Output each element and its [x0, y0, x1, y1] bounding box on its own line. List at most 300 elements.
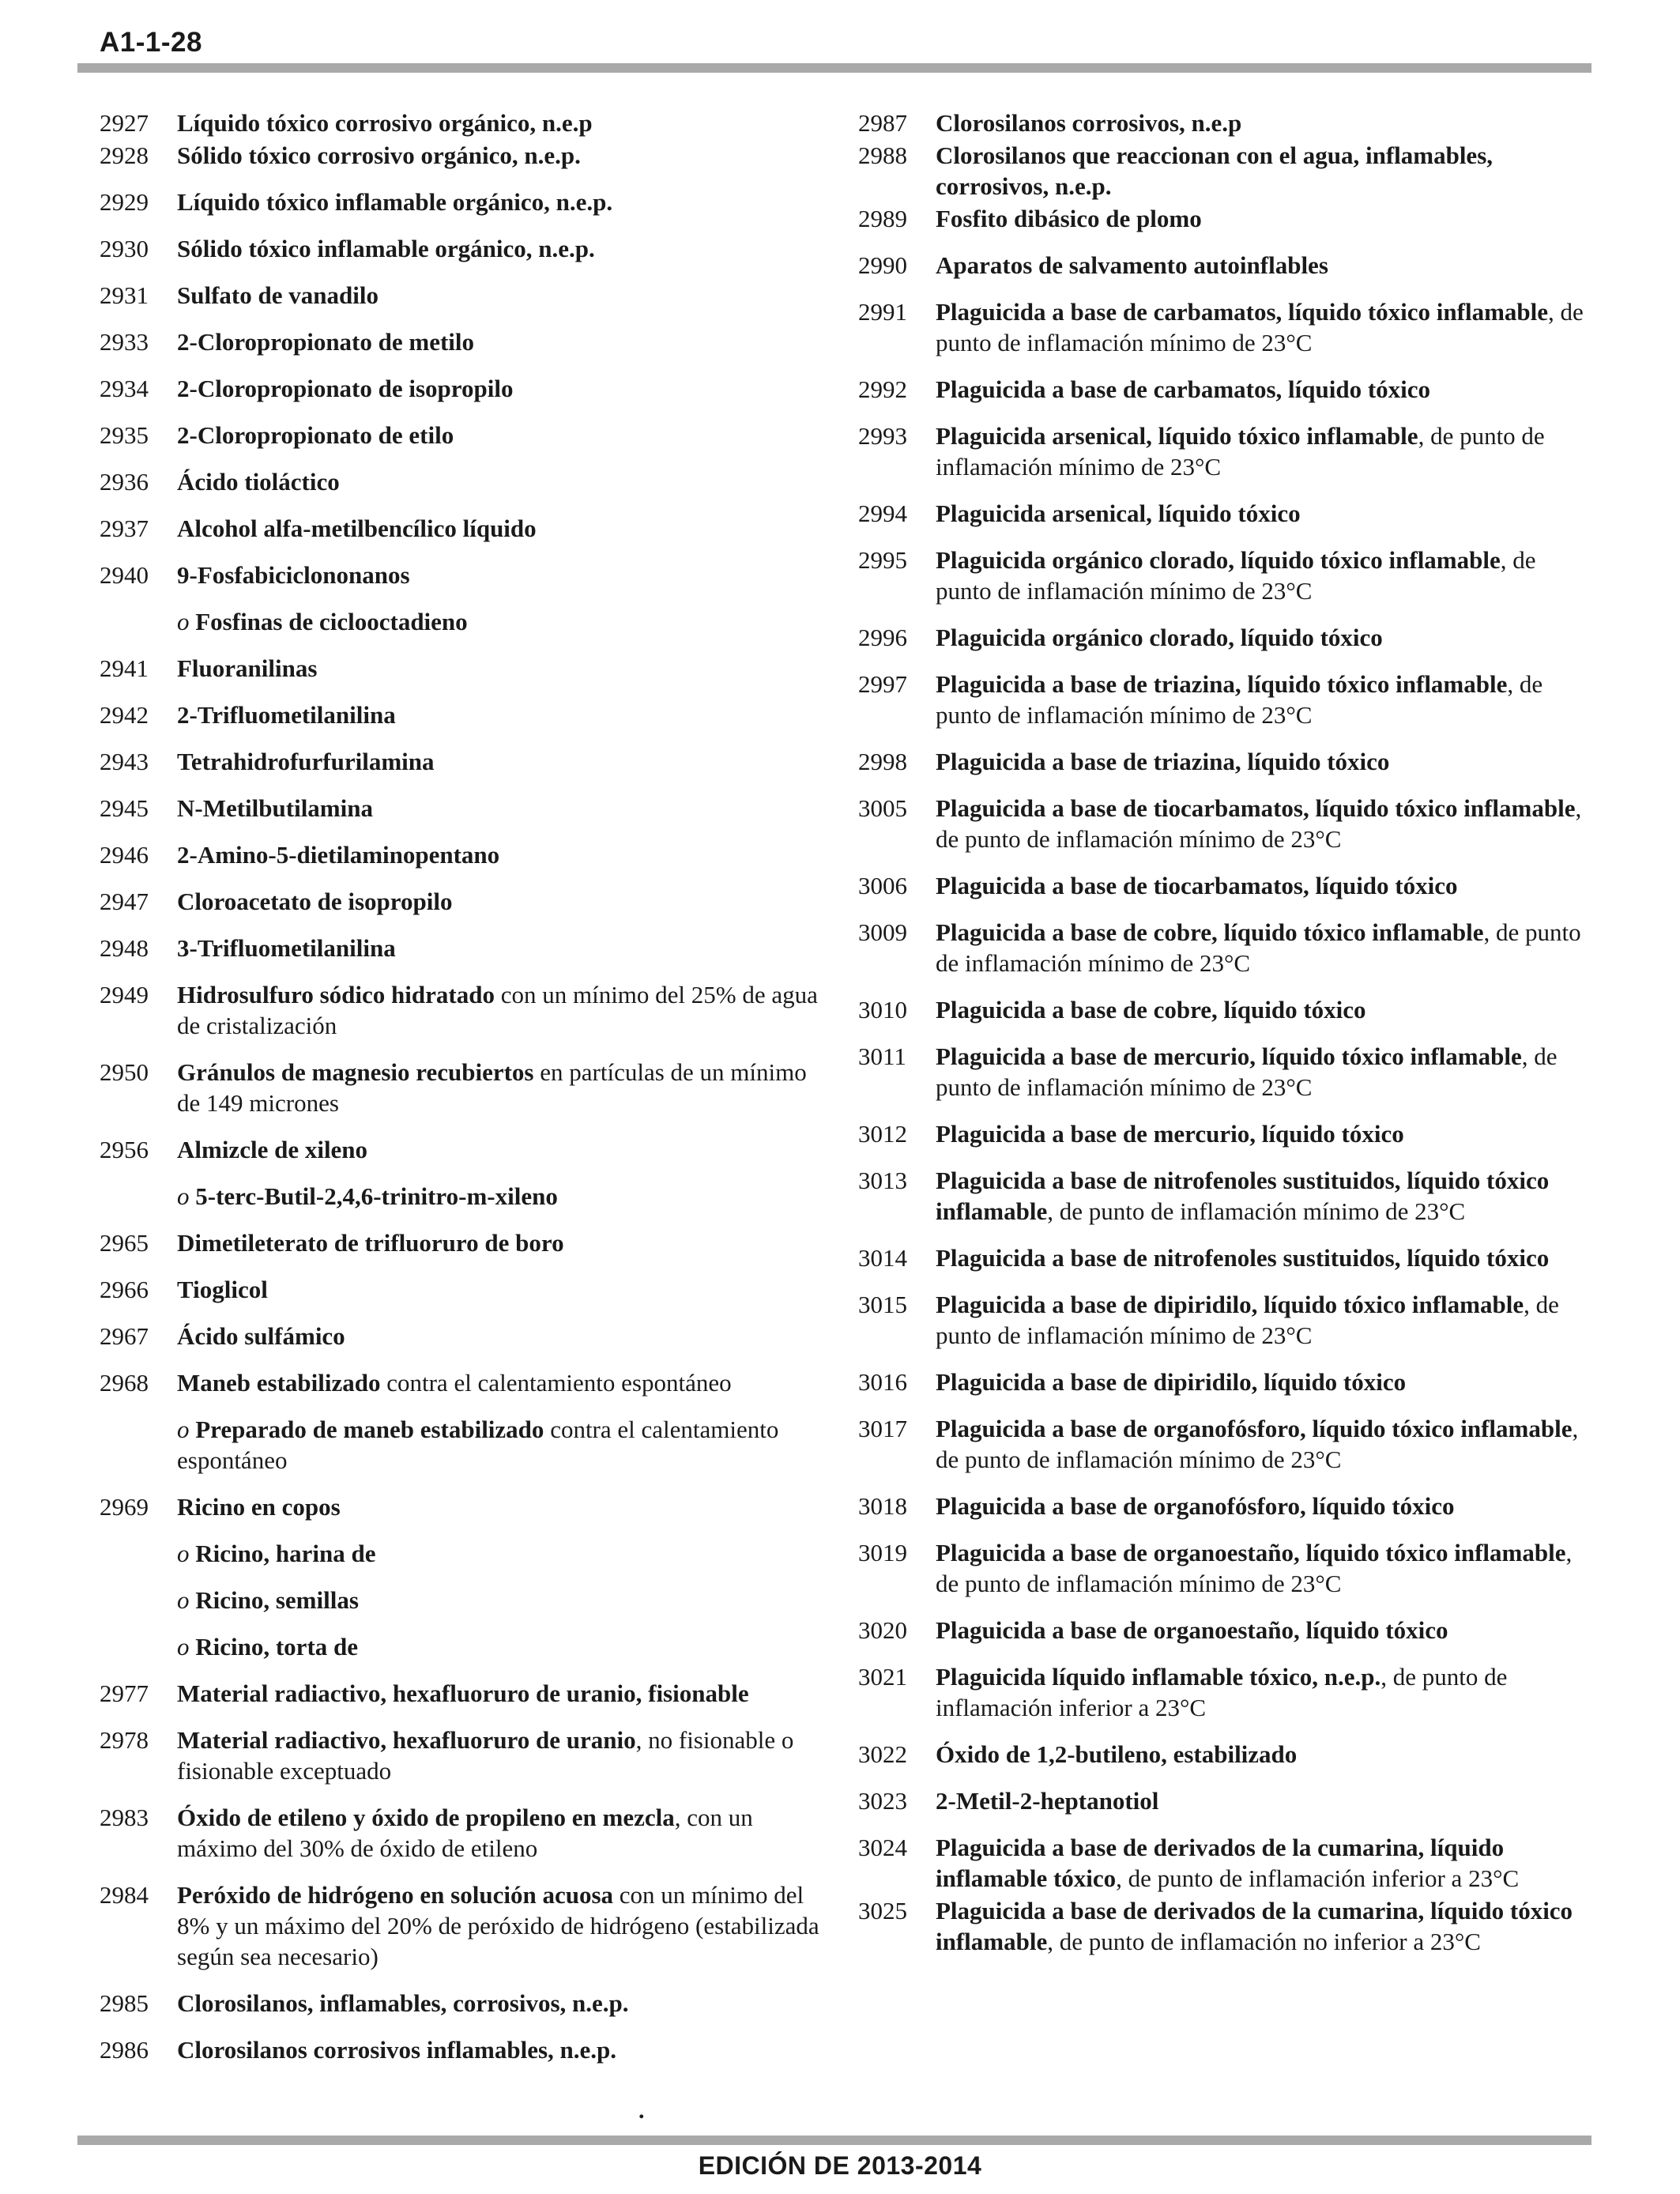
substance-name — [177, 1678, 827, 1709]
substance-name-bold: Sulfato de vanadilo — [177, 281, 379, 309]
substance-name-bold: Plaguicida a base de organofósforo, líquido tóxico inflamable — [936, 1415, 1573, 1442]
substance-name — [177, 1227, 827, 1258]
substance-name-bold: Clorosilanos, inflamables, corrosivos, n.e.p. — [177, 1989, 629, 2017]
un-entry — [858, 746, 1593, 777]
substance-name-bold: Tetrahidrofurfurilamina — [177, 748, 435, 775]
substance-name-bold: Peróxido de hidrógeno en solución acuosa — [177, 1881, 614, 1909]
substance-name-bold: Plaguicida a base de derivados de la cumarina, líquido tóxico inflamable — [936, 1897, 1573, 1955]
substance-name-bold: Fluoranilinas — [177, 654, 318, 682]
substance-qualifier: , de punto de inflamación mínimo de 23°C — [936, 422, 1545, 481]
un-number: 2966 — [100, 1276, 149, 1303]
substance-name — [936, 1413, 1593, 1475]
un-number: 3020 — [858, 1616, 907, 1644]
substance-name — [177, 280, 827, 311]
substance-name — [936, 793, 1593, 854]
un-entry — [100, 606, 827, 637]
un-number: 2998 — [858, 748, 907, 775]
substance-qualifier: , de punto de inflamación inferior a 23°C — [1116, 1864, 1520, 1892]
substance-name-bold: Clorosilanos corrosivos inflamables, n.e.p. — [177, 2036, 617, 2064]
substance-name-bold: Plaguicida líquido inflamable tóxico, n.e.p. — [936, 1663, 1381, 1691]
un-entry — [858, 107, 1593, 138]
un-entry — [100, 979, 827, 1041]
un-entry — [100, 420, 827, 450]
substance-name — [177, 933, 827, 963]
un-number: 2967 — [100, 1322, 149, 1350]
alternative-marker: o — [177, 608, 190, 635]
alternative-marker: o — [177, 1182, 190, 1210]
un-entry — [100, 1414, 827, 1476]
un-entry — [858, 1615, 1593, 1646]
substance-name — [936, 1661, 1593, 1723]
un-entry — [100, 187, 827, 217]
un-entry — [858, 1413, 1593, 1475]
un-number: 2930 — [100, 235, 149, 262]
un-entry — [100, 466, 827, 497]
substance-name-bold: Plaguicida a base de tiocarbamatos, líquido tóxico — [936, 872, 1458, 899]
substance-name — [936, 1165, 1593, 1227]
substance-name — [177, 326, 827, 357]
substance-name-bold: Plaguicida a base de carbamatos, líquido tóxico — [936, 375, 1431, 403]
substance-name — [177, 233, 827, 264]
substance-name — [177, 653, 827, 684]
un-entry — [100, 1725, 827, 1786]
substance-name — [936, 1739, 1593, 1770]
substance-name — [177, 1321, 827, 1351]
un-entry — [100, 140, 827, 171]
un-entry — [858, 1537, 1593, 1599]
un-entry — [100, 1879, 827, 1972]
substance-name — [177, 1802, 827, 1864]
un-entry — [100, 1802, 827, 1864]
un-number: 2994 — [858, 499, 907, 527]
substance-name-bold: Fosfinas de ciclooctadieno — [195, 608, 468, 635]
un-entry — [100, 653, 827, 684]
substance-name — [177, 793, 827, 824]
un-number: 3011 — [858, 1042, 906, 1070]
substance-name — [936, 203, 1593, 234]
substance-qualifier: , no fisionable o fisionable exceptuado — [177, 1726, 794, 1785]
substance-name-bold: Ricino en copos — [177, 1493, 341, 1521]
substance-qualifier: , de punto de inflamación mínimo de 23°C — [936, 1415, 1579, 1473]
un-entry — [858, 498, 1593, 529]
un-entry — [100, 1181, 827, 1212]
substance-name-bold: Gránulos de magnesio recubiertos — [177, 1058, 534, 1086]
left-column — [100, 107, 827, 2081]
substance-name — [936, 250, 1593, 281]
un-number: 2942 — [100, 701, 149, 729]
substance-name — [177, 1585, 827, 1615]
un-entry — [100, 1678, 827, 1709]
substance-qualifier: , de punto de inflamación mínimo de 23°C — [936, 1042, 1558, 1101]
substance-name — [936, 374, 1593, 405]
un-entry — [858, 917, 1593, 978]
page-code: A1-1-28 — [100, 27, 202, 58]
un-entry — [100, 326, 827, 357]
un-entry — [100, 1134, 827, 1165]
substance-name — [177, 1538, 827, 1569]
un-number: 2950 — [100, 1058, 149, 1086]
right-column — [858, 107, 1593, 1973]
alternative-marker: o — [177, 1586, 190, 1614]
substance-name-bold: 2-Trifluometilanilina — [177, 701, 396, 729]
substance-qualifier: , de punto de inflamación mínimo de 23°C — [936, 546, 1536, 605]
un-number: 2992 — [858, 375, 907, 403]
substance-name — [936, 140, 1593, 202]
substance-qualifier: , de punto de inflamación mínimo de 23°C — [936, 918, 1581, 977]
substance-name-bold: Sólido tóxico corrosivo orgánico, n.e.p. — [177, 141, 581, 169]
substance-name-bold: Material radiactivo, hexafluoruro de uranio, fisionable — [177, 1679, 749, 1707]
substance-qualifier: en partículas de un mínimo de 149 micrones — [177, 1058, 807, 1117]
substance-name-bold: Plaguicida a base de nitrofenoles sustituidos, líquido tóxico — [936, 1244, 1550, 1272]
un-number: 2943 — [100, 748, 149, 775]
un-number: 2940 — [100, 561, 149, 589]
substance-name — [936, 1367, 1593, 1397]
substance-name — [177, 1491, 827, 1522]
footer-rule — [77, 2136, 1591, 2145]
substance-name — [177, 606, 827, 637]
un-entry — [858, 296, 1593, 358]
un-number: 2945 — [100, 794, 149, 822]
substance-name — [177, 839, 827, 870]
un-number: 2941 — [100, 654, 149, 682]
substance-name — [936, 1832, 1593, 1894]
substance-qualifier: , de punto de inflamación mínimo de 23°C — [936, 794, 1582, 853]
substance-name — [936, 1895, 1593, 1957]
substance-name — [177, 2034, 827, 2065]
substance-name-bold: Cloroacetato de isopropilo — [177, 888, 453, 915]
substance-name-bold: Preparado de maneb estabilizado — [195, 1416, 544, 1443]
un-number: 3005 — [858, 794, 907, 822]
un-entry — [100, 1585, 827, 1615]
substance-name — [177, 1274, 827, 1305]
substance-qualifier: contra el calentamiento espontáneo — [386, 1369, 732, 1397]
un-entry — [100, 560, 827, 590]
un-number: 2989 — [858, 205, 907, 232]
substance-name — [936, 1242, 1593, 1273]
substance-name-bold: Plaguicida a base de organoestaño, líquido tóxico inflamable — [936, 1539, 1566, 1566]
un-entry — [858, 622, 1593, 653]
un-entry — [100, 1227, 827, 1258]
un-number: 3025 — [858, 1897, 907, 1924]
un-number: 2997 — [858, 670, 907, 698]
substance-name-bold: Ácido sulfámico — [177, 1322, 345, 1350]
un-entry — [858, 140, 1593, 202]
un-entry — [858, 1367, 1593, 1397]
substance-name-bold: 2-Cloropropionato de metilo — [177, 328, 475, 356]
substance-qualifier: , de punto de inflamación mínimo de 23°C — [936, 670, 1543, 729]
un-number: 2956 — [100, 1136, 149, 1163]
substance-name-bold: Plaguicida a base de cobre, líquido tóxico inflamable — [936, 918, 1484, 946]
substance-qualifier: , de punto de inflamación no inferior a 23°C — [1047, 1928, 1481, 1955]
un-number: 2990 — [858, 251, 907, 279]
substance-name — [177, 140, 827, 171]
substance-qualifier: , de punto de inflamación mínimo de 23°C — [936, 298, 1584, 356]
un-number: 2937 — [100, 515, 149, 542]
substance-name-bold: Maneb estabilizado — [177, 1369, 381, 1397]
un-entry — [100, 1274, 827, 1305]
substance-name-bold: Plaguicida a base de tiocarbamatos, líquido tóxico inflamable — [936, 794, 1576, 822]
substance-name-bold: Plaguicida a base de carbamatos, líquido tóxico inflamable — [936, 298, 1549, 326]
substance-name-bold: Plaguicida a base de organoestaño, líquido tóxico — [936, 1616, 1448, 1644]
substance-name-bold: Líquido tóxico corrosivo orgánico, n.e.p — [177, 109, 593, 137]
un-number: 2986 — [100, 2036, 149, 2064]
un-entry — [100, 886, 827, 917]
un-number: 3018 — [858, 1492, 907, 1520]
un-number: 2969 — [100, 1493, 149, 1521]
substance-qualifier: , de punto de inflamación mínimo de 23°C — [936, 1291, 1559, 1349]
substance-name-bold: 2-Amino-5-dietilaminopentano — [177, 841, 500, 869]
substance-name — [177, 513, 827, 544]
substance-name-bold: 2-Metil-2-heptanotiol — [936, 1787, 1159, 1815]
substance-name-bold: Plaguicida a base de triazina, líquido tóxico inflamable — [936, 670, 1508, 698]
un-number: 3024 — [858, 1834, 907, 1861]
substance-name-bold: Material radiactivo, hexafluoruro de uranio — [177, 1726, 636, 1754]
un-number: 3006 — [858, 872, 907, 899]
substance-name — [936, 296, 1593, 358]
un-number: 3023 — [858, 1787, 907, 1815]
un-number: 2935 — [100, 421, 149, 449]
un-entry — [100, 1538, 827, 1569]
un-entry — [100, 280, 827, 311]
edition-footer: EDICIÓN DE 2013-2014 — [698, 2151, 982, 2180]
substance-name-bold: Plaguicida a base de mercurio, líquido tóxico — [936, 1120, 1404, 1148]
un-number: 3015 — [858, 1291, 907, 1318]
substance-name-bold: Óxido de 1,2-butileno, estabilizado — [936, 1740, 1298, 1768]
un-entry — [100, 233, 827, 264]
substance-name — [936, 669, 1593, 730]
un-number: 3014 — [858, 1244, 907, 1272]
un-entry — [858, 870, 1593, 901]
un-entry — [858, 1661, 1593, 1723]
un-entry — [858, 793, 1593, 854]
un-entry — [100, 1367, 827, 1398]
substance-name — [177, 560, 827, 590]
un-number: 2965 — [100, 1229, 149, 1257]
substance-name — [177, 699, 827, 730]
un-entry — [100, 373, 827, 404]
un-number: 2996 — [858, 624, 907, 651]
un-number: 2991 — [858, 298, 907, 326]
un-entry — [858, 1041, 1593, 1103]
substance-name — [177, 420, 827, 450]
substance-name — [177, 1057, 827, 1118]
un-entry — [858, 1118, 1593, 1149]
un-number: 2948 — [100, 934, 149, 962]
substance-name-bold: 2-Cloropropionato de isopropilo — [177, 375, 514, 402]
substance-name-bold: Plaguicida a base de dipiridilo, líquido tóxico — [936, 1368, 1407, 1396]
header-rule — [77, 63, 1591, 73]
substance-name-bold: Líquido tóxico inflamable orgánico, n.e.p. — [177, 188, 613, 216]
un-entry — [858, 1785, 1593, 1816]
substance-name-bold: Hidrosulfuro sódico hidratado — [177, 981, 495, 1008]
substance-name — [177, 1725, 827, 1786]
un-number: 2933 — [100, 328, 149, 356]
substance-name-bold: Ricino, harina de — [195, 1540, 376, 1567]
footer-mark: . — [638, 2098, 645, 2124]
substance-name — [936, 917, 1593, 978]
un-number: 3013 — [858, 1167, 907, 1194]
un-number: 2988 — [858, 141, 907, 169]
substance-name — [936, 622, 1593, 653]
un-entry — [100, 1321, 827, 1351]
un-number: 3022 — [858, 1740, 907, 1768]
substance-name — [177, 1631, 827, 1662]
substance-qualifier: , de punto de inflamación inferior a 23°C — [936, 1663, 1508, 1721]
substance-name-bold: 5-terc-Butil-2,4,6-trinitro-m-xileno — [195, 1182, 558, 1210]
un-entry — [100, 933, 827, 963]
substance-name — [177, 886, 827, 917]
substance-qualifier: con un mínimo del 8% y un máximo del 20% de peróxido de hidrógeno (estabilizada según sea necesario) — [177, 1881, 819, 1970]
substance-name-bold: 3-Trifluometilanilina — [177, 934, 396, 962]
un-entry — [858, 1832, 1593, 1894]
un-entry — [100, 107, 827, 138]
un-entry — [858, 203, 1593, 234]
un-number: 2949 — [100, 981, 149, 1008]
un-number: 3009 — [858, 918, 907, 946]
un-number: 3021 — [858, 1663, 907, 1691]
substance-name-bold: Plaguicida a base de triazina, líquido tóxico — [936, 748, 1390, 775]
un-entry — [100, 1988, 827, 2019]
substance-name-bold: Plaguicida a base de cobre, líquido tóxico — [936, 996, 1366, 1023]
substance-name-bold: Almizcle de xileno — [177, 1136, 368, 1163]
substance-name — [177, 1879, 827, 1972]
un-entry — [100, 1057, 827, 1118]
substance-name-bold: Plaguicida a base de dipiridilo, líquido tóxico inflamable — [936, 1291, 1524, 1318]
un-number: 3019 — [858, 1539, 907, 1566]
un-number: 2934 — [100, 375, 149, 402]
substance-name — [936, 994, 1593, 1025]
un-entry — [858, 669, 1593, 730]
un-number: 3016 — [858, 1368, 907, 1396]
substance-name — [177, 466, 827, 497]
substance-name — [177, 187, 827, 217]
un-number: 2947 — [100, 888, 149, 915]
substance-qualifier: , de punto de inflamación mínimo de 23°C — [936, 1539, 1573, 1597]
substance-name — [177, 746, 827, 777]
un-entry — [858, 1289, 1593, 1351]
un-entry — [858, 1491, 1593, 1521]
substance-name-bold: Fosfito dibásico de plomo — [936, 205, 1202, 232]
un-entry — [858, 545, 1593, 606]
alternative-marker: o — [177, 1416, 190, 1443]
substance-name-bold: Plaguicida orgánico clorado, líquido tóxico — [936, 624, 1383, 651]
un-number: 3017 — [858, 1415, 907, 1442]
substance-name-bold: Óxido de etileno y óxido de propileno en mezcla — [177, 1804, 675, 1831]
substance-name-bold: Plaguicida arsenical, líquido tóxico inflamable — [936, 422, 1418, 450]
substance-name-bold: Alcohol alfa-metilbencílico líquido — [177, 515, 537, 542]
substance-name — [936, 870, 1593, 901]
substance-name — [177, 979, 827, 1041]
substance-name-bold: Plaguicida arsenical, líquido tóxico — [936, 499, 1301, 527]
un-entry — [100, 1491, 827, 1522]
substance-name-bold: 9-Fosfabiciclononanos — [177, 561, 410, 589]
un-entry — [858, 994, 1593, 1025]
un-entry — [858, 1242, 1593, 1273]
substance-name-bold: Plaguicida orgánico clorado, líquido tóxico inflamable — [936, 546, 1501, 574]
un-number: 2928 — [100, 141, 149, 169]
substance-name-bold: Ricino, torta de — [195, 1633, 359, 1661]
substance-name-bold: 2-Cloropropionato de etilo — [177, 421, 454, 449]
un-number: 2936 — [100, 468, 149, 496]
substance-name-bold: Ricino, semillas — [195, 1586, 359, 1614]
un-number: 2985 — [100, 1989, 149, 2017]
un-entry — [100, 1631, 827, 1662]
un-number: 2984 — [100, 1881, 149, 1909]
un-entry — [100, 793, 827, 824]
un-number: 3012 — [858, 1120, 907, 1148]
substance-name — [936, 420, 1593, 482]
un-entry — [100, 746, 827, 777]
un-entry — [100, 513, 827, 544]
un-number: 2977 — [100, 1679, 149, 1707]
substance-name — [936, 545, 1593, 606]
un-entry — [858, 374, 1593, 405]
un-number: 2968 — [100, 1369, 149, 1397]
un-number: 3010 — [858, 996, 907, 1023]
un-number: 2927 — [100, 109, 149, 137]
substance-name-bold: Sólido tóxico inflamable orgánico, n.e.p. — [177, 235, 595, 262]
substance-name-bold: Dimetileterato de trifluoruro de boro — [177, 1229, 564, 1257]
substance-name — [177, 1367, 827, 1398]
substance-name-bold: Plaguicida a base de nitrofenoles sustituidos, líquido tóxico inflamable — [936, 1167, 1550, 1225]
un-entry — [100, 699, 827, 730]
un-entry — [100, 2034, 827, 2065]
un-entry — [858, 1739, 1593, 1770]
un-number: 2978 — [100, 1726, 149, 1754]
substance-name — [936, 1615, 1593, 1646]
substance-name-bold: Tioglicol — [177, 1276, 268, 1303]
substance-qualifier: contra el calentamiento espontáneo — [177, 1416, 779, 1474]
un-number: 2993 — [858, 422, 907, 450]
un-number: 2995 — [858, 546, 907, 574]
substance-name — [936, 1041, 1593, 1103]
substance-name-bold: Clorosilanos que reaccionan con el agua, inflamables, corrosivos, n.e.p. — [936, 141, 1494, 200]
substance-name — [177, 373, 827, 404]
substance-name — [177, 1134, 827, 1165]
substance-name-bold: Ácido tioláctico — [177, 468, 340, 496]
substance-name-bold: Plaguicida a base de mercurio, líquido tóxico inflamable — [936, 1042, 1522, 1070]
un-entry — [858, 420, 1593, 482]
substance-qualifier: con un mínimo del 25% de agua de cristalización — [177, 981, 818, 1039]
un-entry — [858, 250, 1593, 281]
un-entry — [100, 839, 827, 870]
substance-name-bold: Plaguicida a base de derivados de la cumarina, líquido inflamable tóxico — [936, 1834, 1505, 1892]
un-number: 2931 — [100, 281, 149, 309]
un-number: 2929 — [100, 188, 149, 216]
substance-name-bold: Aparatos de salvamento autoinflables — [936, 251, 1328, 279]
substance-name — [936, 1118, 1593, 1149]
alternative-marker: o — [177, 1540, 190, 1567]
un-entry — [858, 1895, 1593, 1957]
substance-name — [177, 107, 827, 138]
substance-name-bold: N-Metilbutilamina — [177, 794, 373, 822]
substance-name-bold: Plaguicida a base de organofósforo, líquido tóxico — [936, 1492, 1455, 1520]
substance-name — [936, 498, 1593, 529]
substance-name — [177, 1988, 827, 2019]
substance-name — [936, 1537, 1593, 1599]
substance-qualifier: , con un máximo del 30% de óxido de etileno — [177, 1804, 753, 1862]
substance-name — [936, 1289, 1593, 1351]
substance-name-bold: Clorosilanos corrosivos, n.e.p — [936, 109, 1242, 137]
alternative-marker: o — [177, 1633, 190, 1661]
un-number: 2983 — [100, 1804, 149, 1831]
un-entry — [858, 1165, 1593, 1227]
substance-name — [936, 746, 1593, 777]
substance-name — [936, 107, 1593, 138]
substance-name — [177, 1181, 827, 1212]
un-number: 2946 — [100, 841, 149, 869]
substance-qualifier: , de punto de inflamación mínimo de 23°C — [1047, 1197, 1466, 1225]
